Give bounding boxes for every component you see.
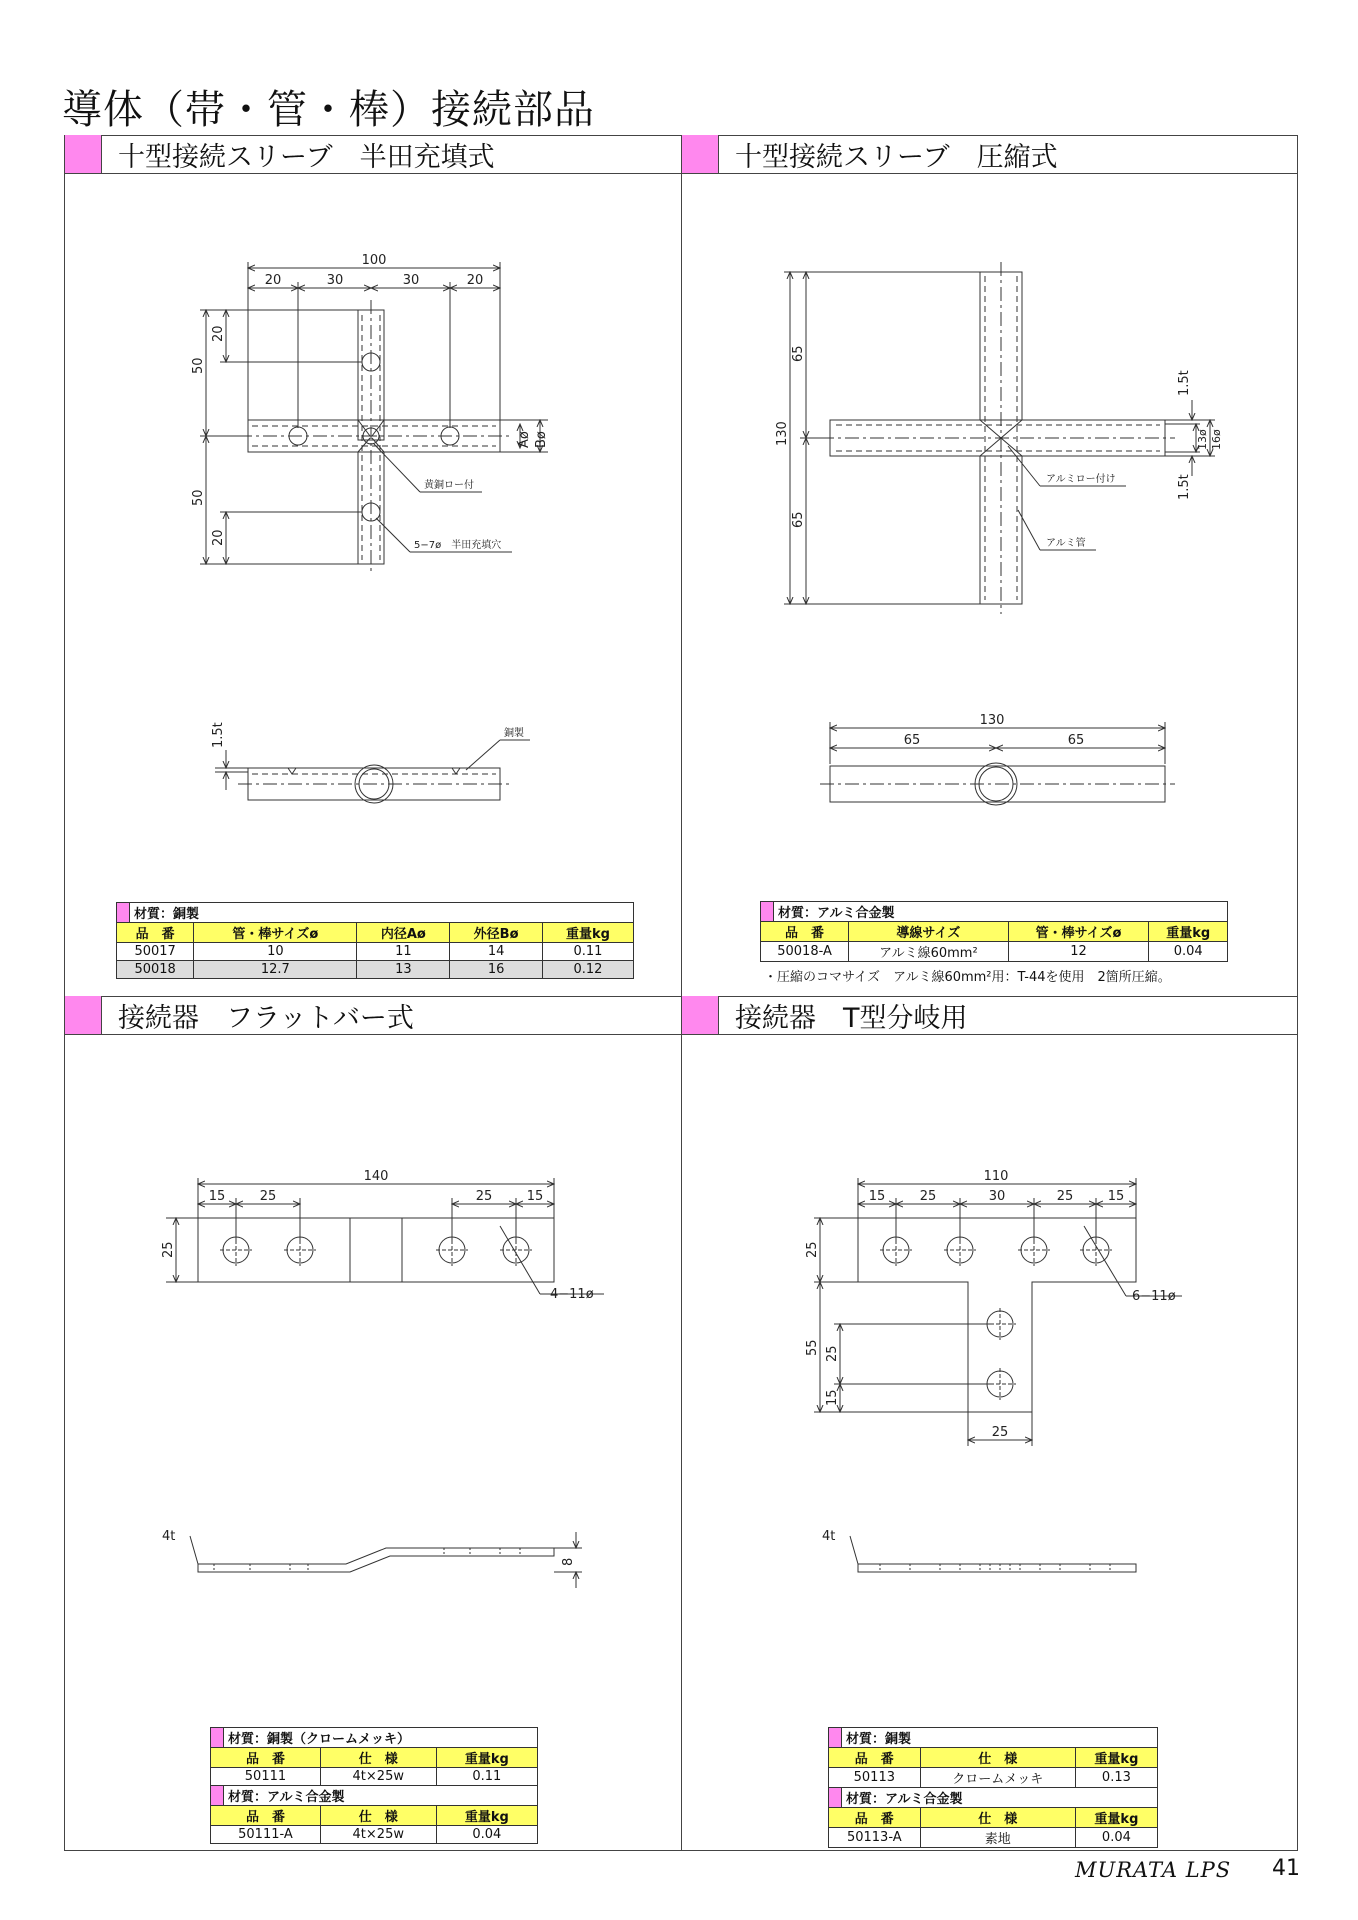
section-title: 十型接続スリーブ 半田充填式 <box>118 141 495 173</box>
annotation: 4t <box>822 1529 836 1544</box>
table-cell: 50113-A <box>829 1828 921 1848</box>
table-row <box>829 1828 1158 1848</box>
dim-text: 15 <box>868 1189 886 1204</box>
table-cell: 50018-A <box>761 942 849 962</box>
table-cell: 12 <box>1008 942 1149 962</box>
table-cell: 50111 <box>211 1768 321 1786</box>
spec-table-cross-compression <box>760 901 1228 962</box>
table-header: 重量kg <box>542 923 633 943</box>
dim-text: 25 <box>161 1241 176 1258</box>
table-cell: 50017 <box>117 943 194 961</box>
annotation: 銅製 <box>504 728 524 739</box>
dim-text: 55 <box>805 1339 820 1356</box>
dim-text: 30 <box>326 273 344 288</box>
table-header: 品 番 <box>761 922 849 942</box>
table-cell: アルミ線60mm² <box>849 942 1009 962</box>
dim-text: 140 <box>363 1169 389 1184</box>
flatbar-side <box>198 1548 554 1572</box>
dim-text: 130 <box>775 421 790 446</box>
dim-text: 25 <box>805 1241 820 1258</box>
table-header: 品 番 <box>211 1748 321 1768</box>
dim-text: Aø <box>517 431 532 448</box>
table-header: 導線サイズ <box>849 922 1009 942</box>
table-cell: 0.12 <box>542 961 633 979</box>
dim-text: 50 <box>191 357 206 374</box>
table-header: 仕 様 <box>920 1748 1075 1768</box>
table-row <box>829 1768 1158 1788</box>
dim-text: 15 <box>825 1389 840 1406</box>
dim-text: 25 <box>919 1189 937 1204</box>
material-label: 材質：銅製（クロームメッキ） <box>224 1728 538 1748</box>
table-cell: 50111-A <box>211 1826 321 1844</box>
dim-text: 130 <box>979 713 1005 728</box>
table-header: 外径Bø <box>450 923 543 943</box>
material-label: 材質：銅製 <box>842 1728 1158 1748</box>
material-label: 材質：アルミ合金製 <box>774 902 1228 922</box>
table-cell: 0.11 <box>542 943 633 961</box>
table-cell: 10 <box>194 943 357 961</box>
bolt-holes <box>880 1234 1112 1400</box>
table-cell: 4t×25w <box>320 1768 436 1786</box>
annotation: 4t <box>162 1529 176 1544</box>
table-header: 重量kg <box>1075 1808 1157 1828</box>
dim-text: 25 <box>825 1345 840 1362</box>
dim-text: 20 <box>264 273 282 288</box>
cross-sleeve-solder-drawing <box>200 262 548 803</box>
material-label: 材質：アルミ合金製 <box>842 1788 1158 1808</box>
t-branch-drawing <box>814 1178 1182 1572</box>
dim-text: 100 <box>361 253 387 268</box>
table-header: 重量kg <box>436 1748 537 1768</box>
dim-text: 65 <box>791 511 806 528</box>
annotation: アルミ管 <box>1046 538 1086 549</box>
annotation: アルミロー付け <box>1046 474 1116 485</box>
table-row <box>211 1826 538 1844</box>
dim-text: 65 <box>903 733 921 748</box>
table-cell: 13 <box>357 961 450 979</box>
dim-text: 16ø <box>1210 429 1223 450</box>
section-title: 接続器 フラットバー式 <box>118 1002 414 1034</box>
table-header: 内径Aø <box>357 923 450 943</box>
table-cell: 0.13 <box>1075 1768 1157 1788</box>
table-header: 品 番 <box>829 1808 921 1828</box>
annotation: 4−11ø <box>550 1287 594 1302</box>
material-label: 材質：アルミ合金製 <box>224 1786 538 1806</box>
dim-text: 20 <box>211 529 226 546</box>
dim-text: 15 <box>208 1189 226 1204</box>
table-cell: 14 <box>450 943 543 961</box>
annotation: 5−7ø 半田充填穴 <box>414 540 502 551</box>
dim-text: 1.5t <box>211 722 226 748</box>
table-header: 品 番 <box>211 1806 321 1826</box>
table-cell: 12.7 <box>194 961 357 979</box>
annotation: 6−11ø <box>1132 1289 1176 1304</box>
dim-text: 15 <box>526 1189 544 1204</box>
table-cell: クロームメッキ <box>920 1768 1075 1788</box>
dim-text: 50 <box>191 489 206 506</box>
table-row <box>761 942 1228 962</box>
annotation: 黄銅ロー付 <box>424 480 474 491</box>
spec-table-t-branch <box>828 1727 1158 1848</box>
dim-text: 8 <box>561 1557 576 1566</box>
dim-text: 20 <box>466 273 484 288</box>
table-header: 仕 様 <box>320 1806 436 1826</box>
page-number: 41 <box>1272 1856 1300 1881</box>
table-cell: 0.11 <box>436 1768 537 1786</box>
table-header: 品 番 <box>829 1748 921 1768</box>
dim-text: 25 <box>991 1425 1009 1440</box>
table-row <box>117 943 634 961</box>
compression-note: ・圧縮のコマサイズ アルミ線60mm²用：T-44を使用 2箇所圧縮。 <box>764 970 1171 985</box>
t-plate-side <box>858 1564 1136 1572</box>
table-header: 管・棒サイズø <box>1008 922 1149 942</box>
table-cell: 16 <box>450 961 543 979</box>
dim-text: 110 <box>983 1169 1009 1184</box>
dim-text: 1.5t <box>1177 474 1192 500</box>
dim-text: 25 <box>259 1189 277 1204</box>
section-title: 接続器 T型分岐用 <box>735 1002 968 1034</box>
table-cell: 0.04 <box>436 1826 537 1844</box>
table-cell: 50113 <box>829 1768 921 1788</box>
dim-text: 13ø <box>1196 429 1209 450</box>
table-header: 重量kg <box>1149 922 1228 942</box>
dim-text: 15 <box>1107 1189 1125 1204</box>
page-title: 導体（帯・管・棒）接続部品 <box>62 87 595 133</box>
section-title: 十型接続スリーブ 圧縮式 <box>735 141 1058 173</box>
table-header: 仕 様 <box>320 1748 436 1768</box>
dim-text: 20 <box>211 325 226 342</box>
table-header: 重量kg <box>436 1806 537 1826</box>
dim-text: Bø <box>534 431 549 448</box>
spec-table-flatbar <box>210 1727 538 1844</box>
table-header: 仕 様 <box>920 1808 1075 1828</box>
t-plate-plan <box>858 1218 1136 1412</box>
table-row <box>117 961 634 979</box>
table-cell: 素地 <box>920 1828 1075 1848</box>
table-cell: 11 <box>357 943 450 961</box>
dim-text: 25 <box>1056 1189 1074 1204</box>
material-label: 材質：銅製 <box>130 903 634 923</box>
brand-footer: MURATA LPS <box>1075 1858 1232 1882</box>
bolt-holes <box>220 1234 532 1266</box>
dim-text: 65 <box>791 345 806 362</box>
dim-text: 1.5t <box>1177 370 1192 396</box>
spec-table-cross-solder <box>116 902 634 979</box>
table-cell: 0.04 <box>1149 942 1228 962</box>
dim-text: 25 <box>475 1189 493 1204</box>
table-header: 管・棒サイズø <box>194 923 357 943</box>
flatbar-drawing <box>166 1178 604 1588</box>
table-cell: 4t×25w <box>320 1826 436 1844</box>
table-header: 重量kg <box>1075 1748 1157 1768</box>
table-header: 品 番 <box>117 923 194 943</box>
dim-text: 30 <box>988 1189 1006 1204</box>
table-cell: 50018 <box>117 961 194 979</box>
dim-text: 30 <box>402 273 420 288</box>
dim-text: 65 <box>1067 733 1085 748</box>
table-cell: 0.04 <box>1075 1828 1157 1848</box>
table-row <box>211 1768 538 1786</box>
